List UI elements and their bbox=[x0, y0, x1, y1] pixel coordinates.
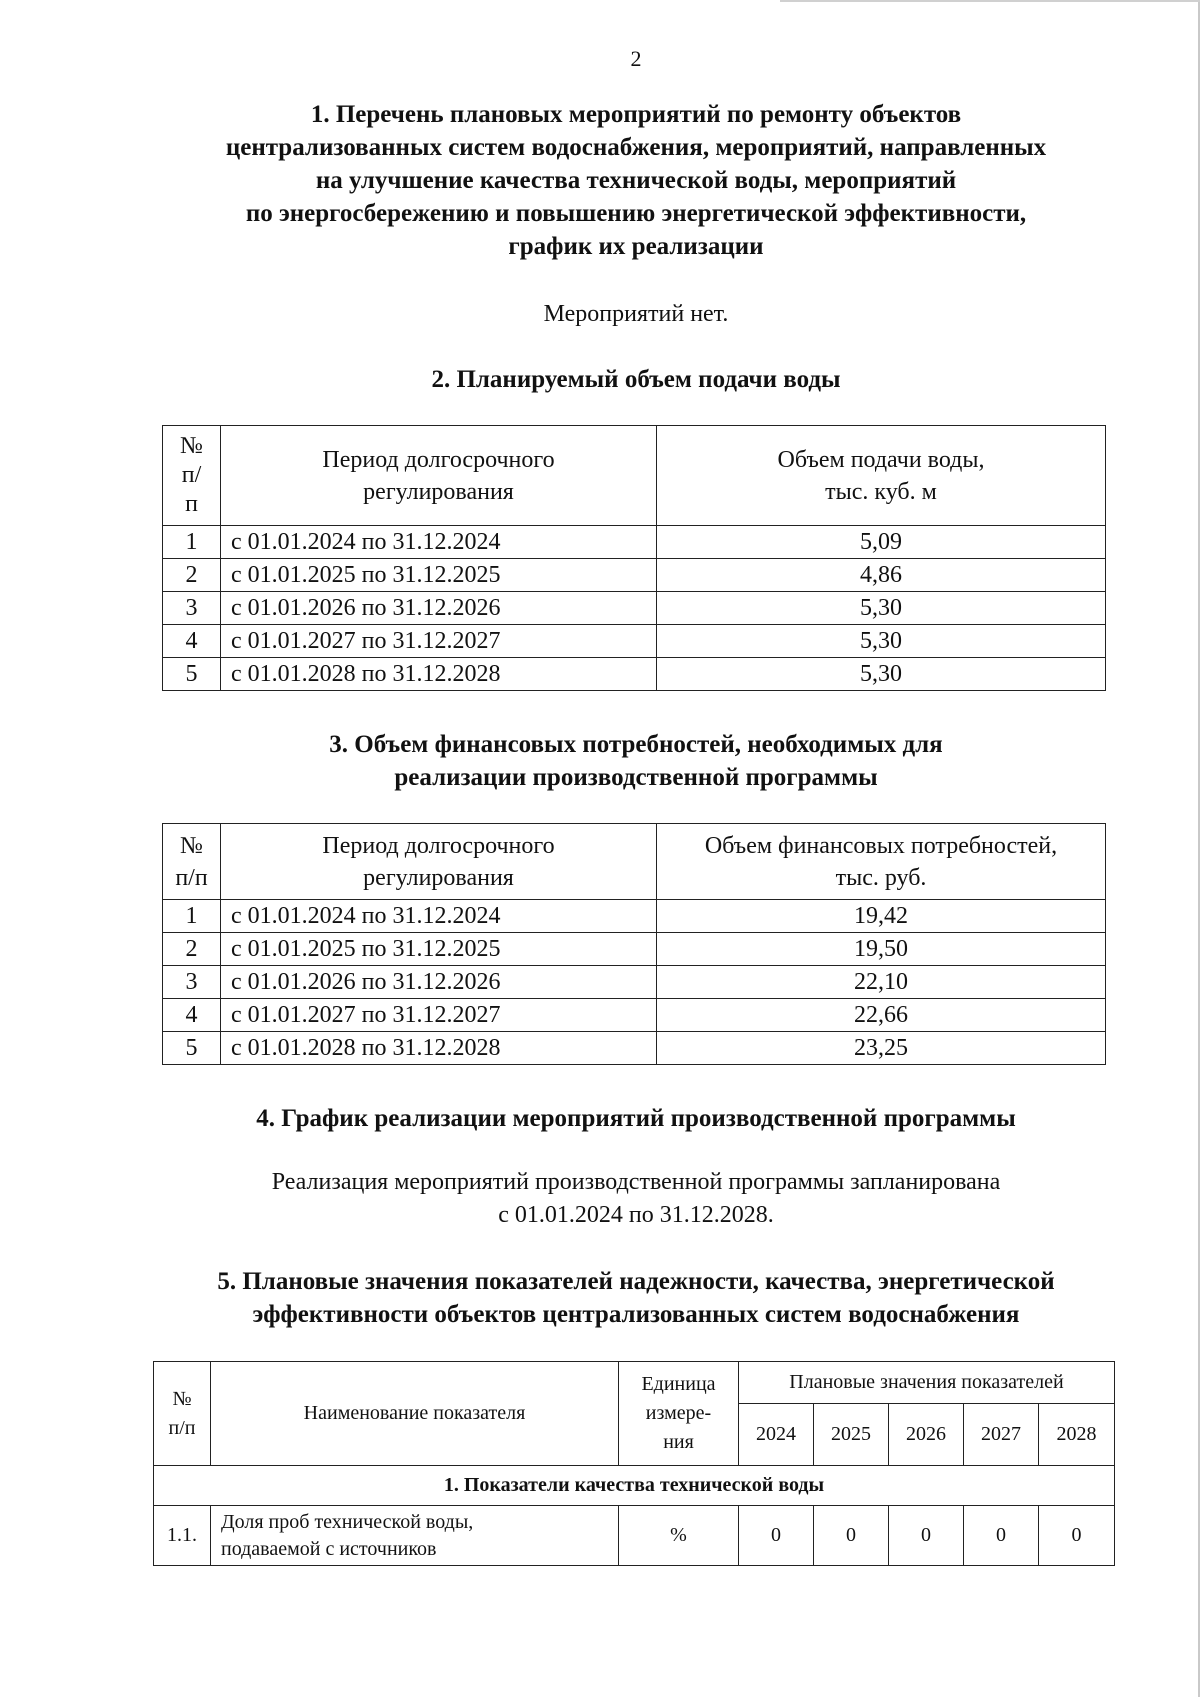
header-year: 2027 bbox=[964, 1404, 1039, 1466]
section1-title: 1. Перечень плановых мероприятий по ремонту объектов централизованных систем водоснабжения, мероприятий, направленных на улучшение качества технической воды, мероприятий по энергосбережению и повышению энергетической эффективности, график их реализации bbox=[225, 101, 1047, 260]
financial-needs-table bbox=[162, 823, 1106, 1065]
table-row: 2 с 01.01.2025 по 31.12.2025 19,50 bbox=[163, 933, 1106, 966]
header-num: № п/п bbox=[163, 824, 221, 900]
table-header-row bbox=[163, 426, 1106, 526]
table-group-row bbox=[154, 1466, 1115, 1506]
header-period: Период долгосрочного регулирования bbox=[221, 824, 657, 900]
table-row: 3 с 01.01.2026 по 31.12.2026 22,10 bbox=[163, 966, 1106, 999]
section5-title: 5. Плановые значения показателей надежности, качества, энергетической эффективности объектов централизованных систем водоснабжения bbox=[217, 1268, 1055, 1328]
page-edge-top bbox=[780, 0, 1200, 2]
header-year: 2028 bbox=[1039, 1404, 1115, 1466]
header-year: 2026 bbox=[889, 1404, 964, 1466]
header-year: 2025 bbox=[814, 1404, 889, 1466]
table-row: 2 с 01.01.2025 по 31.12.2025 4,86 bbox=[163, 559, 1106, 592]
section4-title: 4. График реализации мероприятий производственной программы bbox=[256, 1105, 1016, 1132]
table-row: 5 с 01.01.2028 по 31.12.2028 5,30 bbox=[163, 658, 1106, 691]
section4-text: Реализация мероприятий производственной программы запланирована с 01.01.2024 по 31.12.2028. bbox=[271, 1169, 1001, 1228]
group-title: 1. Показатели качества технической воды bbox=[154, 1466, 1115, 1506]
table-row: 4 с 01.01.2027 по 31.12.2027 5,30 bbox=[163, 625, 1106, 658]
page-number: 2 bbox=[630, 46, 642, 71]
indicators-table bbox=[153, 1361, 1115, 1566]
table-row: 1 с 01.01.2024 по 31.12.2024 19,42 bbox=[163, 900, 1106, 933]
header-planned-values: Плановые значения показателей bbox=[739, 1362, 1115, 1404]
table-row: 1.1. Доля проб технической воды, подаваемой с источников % 0 0 0 0 0 bbox=[154, 1506, 1115, 1566]
water-supply-table bbox=[162, 425, 1106, 691]
header-num: № п/ п bbox=[163, 426, 221, 526]
table-row: 3 с 01.01.2026 по 31.12.2026 5,30 bbox=[163, 592, 1106, 625]
indicator-name: Доля проб технической воды, подаваемой с источников bbox=[211, 1506, 619, 1566]
table-header-row bbox=[163, 824, 1106, 900]
header-num: № п/п bbox=[154, 1362, 211, 1466]
table-header-row bbox=[154, 1362, 1115, 1404]
header-year: 2024 bbox=[739, 1404, 814, 1466]
section2-title: 2. Планируемый объем подачи воды bbox=[431, 366, 841, 393]
header-period: Период долгосрочного регулирования bbox=[221, 426, 657, 526]
header-financial-volume: Объем финансовых потребностей, тыс. руб. bbox=[657, 824, 1106, 900]
table-row: 4 с 01.01.2027 по 31.12.2027 22,66 bbox=[163, 999, 1106, 1032]
section3-title: 3. Объем финансовых потребностей, необходимых для реализации производственной программы bbox=[329, 731, 943, 791]
table-row: 1 с 01.01.2024 по 31.12.2024 5,09 bbox=[163, 526, 1106, 559]
header-volume: Объем подачи воды, тыс. куб. м bbox=[657, 426, 1106, 526]
header-indicator-name: Наименование показателя bbox=[211, 1362, 619, 1466]
section1-note: Мероприятий нет. bbox=[543, 301, 729, 327]
table-row: 5 с 01.01.2028 по 31.12.2028 23,25 bbox=[163, 1032, 1106, 1065]
header-unit: Единица измере- ния bbox=[619, 1362, 739, 1466]
